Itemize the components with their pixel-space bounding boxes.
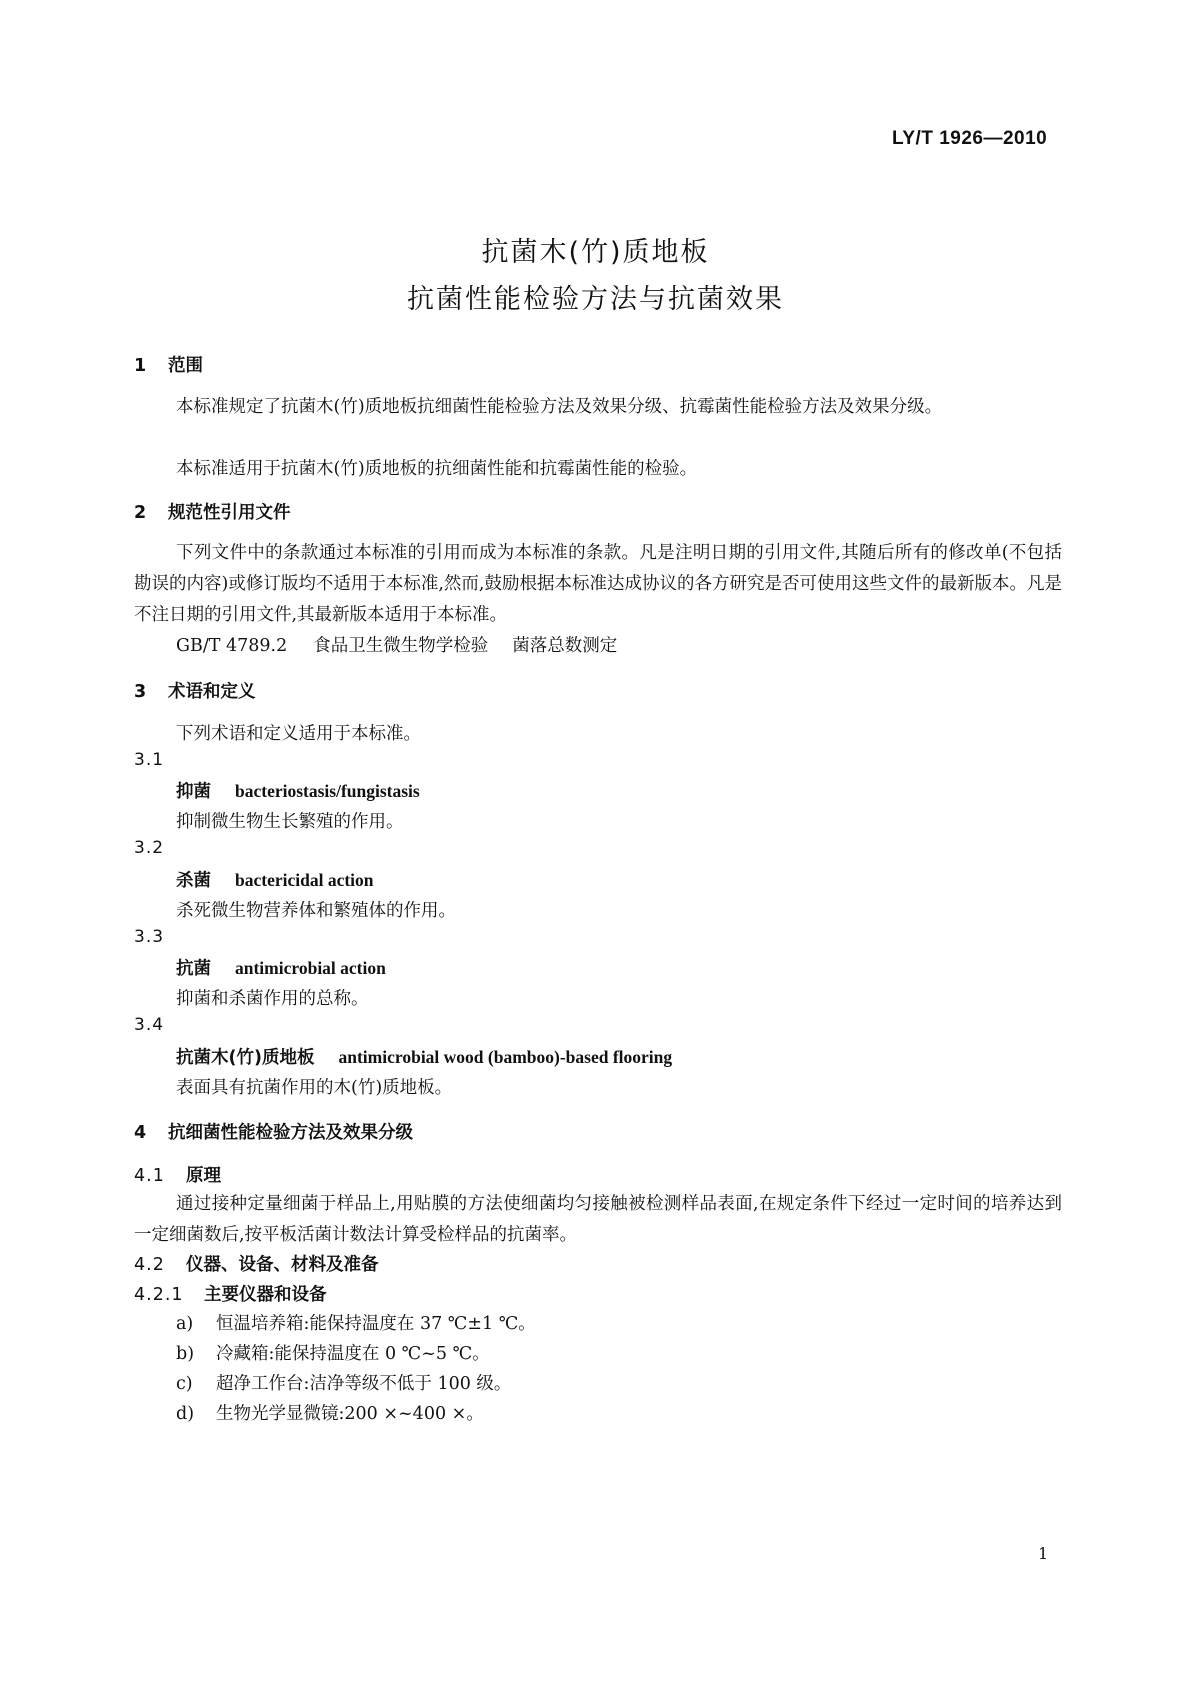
list-item-label: b) [176, 1344, 195, 1364]
section-2-paragraph: 下列文件中的条款通过本标准的引用而成为本标准的条款。凡是注明日期的引用文件,其随后所有的修改单(不包括勘误的内容)或修订版均不适用于本标准,然而,鼓励根据本标准达成协议的各方研究是否可使用这些文件的最新版本。凡是不注日期的引用文件,其最新版本适用于本标准。 [134, 543, 1062, 625]
list-item-label: a) [176, 1314, 194, 1334]
page-number: 1 [1038, 1544, 1049, 1563]
subsection-4-2-heading [134, 1251, 379, 1276]
section-2-heading [134, 499, 291, 524]
subsection-4-2-1-heading [134, 1281, 327, 1306]
term-english: antimicrobial wood (bamboo)-based flooring [338, 1047, 673, 1067]
subsection-title: 原理 [186, 1166, 221, 1186]
term-number: 3.1 [134, 750, 165, 770]
term-definition: 抑制微生物生长繁殖的作用。 [176, 812, 404, 832]
term-chinese: 抗菌 [176, 959, 211, 979]
list-item [176, 1370, 511, 1395]
term-definition: 杀死微生物营养体和繁殖体的作用。 [176, 901, 456, 921]
section-3-heading [134, 678, 256, 703]
list-item-label: d) [176, 1404, 195, 1424]
normative-reference [176, 632, 617, 657]
term-definition: 抑菌和杀菌作用的总称。 [176, 989, 369, 1009]
term-heading [176, 778, 420, 803]
subsection-number: 4.2 [134, 1255, 165, 1275]
term-english: bactericidal action [235, 870, 374, 890]
section-number: 4 [134, 1123, 147, 1143]
section-number: 3 [134, 682, 147, 702]
term-chinese: 抗菌木(竹)质地板 [176, 1048, 315, 1068]
list-item-text: 冷藏箱:能保持温度在 0 ℃~5 ℃。 [216, 1344, 490, 1364]
section-4-heading [134, 1119, 413, 1144]
section-title: 规范性引用文件 [168, 503, 291, 523]
section-1-paragraph-2: 本标准适用于抗菌木(竹)质地板的抗细菌性能和抗霉菌性能的检验。 [176, 459, 698, 479]
reference-title-part-2: 菌落总数测定 [512, 636, 618, 656]
term-english: bacteriostasis/fungistasis [235, 781, 420, 801]
list-item-text: 恒温培养箱:能保持温度在 37 ℃±1 ℃。 [216, 1314, 536, 1334]
subsection-number: 4.2.1 [134, 1285, 184, 1305]
term-heading [176, 955, 386, 980]
list-item-text: 生物光学显微镜:200 ×~400 ×。 [216, 1404, 484, 1424]
section-title: 范围 [168, 356, 203, 376]
term-chinese: 杀菌 [176, 871, 211, 891]
reference-code: GB/T 4789.2 [176, 636, 288, 656]
section-title: 术语和定义 [168, 682, 256, 702]
list-item-text: 超净工作台:洁净等级不低于 100 级。 [216, 1374, 512, 1394]
section-number: 1 [134, 356, 147, 376]
term-number: 3.4 [134, 1015, 165, 1035]
term-heading [176, 1044, 672, 1069]
subsection-title: 仪器、设备、材料及准备 [186, 1255, 379, 1275]
section-1-heading [134, 352, 203, 377]
list-item [176, 1340, 490, 1365]
section-3-intro: 下列术语和定义适用于本标准。 [176, 724, 421, 744]
term-number: 3.3 [134, 927, 165, 947]
subsection-number: 4.1 [134, 1166, 165, 1186]
term-definition: 表面具有抗菌作用的木(竹)质地板。 [176, 1078, 453, 1098]
term-heading [176, 867, 374, 892]
section-number: 2 [134, 503, 147, 523]
subsection-4-1-paragraph: 通过接种定量细菌于样品上,用贴膜的方法使细菌均匀接触被检测样品表面,在规定条件下经过一定时间的培养达到一定细菌数后,按平板活菌计数法计算受检样品的抗菌率。 [134, 1194, 1062, 1245]
term-number: 3.2 [134, 838, 165, 858]
subsection-4-1-heading [134, 1162, 221, 1187]
section-title: 抗细菌性能检验方法及效果分级 [168, 1123, 413, 1143]
reference-title-part-1: 食品卫生微生物学检验 [313, 636, 489, 656]
term-english: antimicrobial action [235, 958, 386, 978]
list-item-label: c) [176, 1374, 193, 1394]
standard-code: LY/T 1926—2010 [892, 128, 1048, 149]
title-line-1: 抗菌木(竹)质地板 [481, 237, 710, 268]
list-item [176, 1400, 484, 1425]
title-line-2: 抗菌性能检验方法与抗菌效果 [407, 284, 784, 315]
section-1-paragraph-1: 本标准规定了抗菌木(竹)质地板抗细菌性能检验方法及效果分级、抗霉菌性能检验方法及效果分级。 [176, 397, 943, 417]
subsection-title: 主要仪器和设备 [204, 1285, 327, 1305]
term-chinese: 抑菌 [176, 782, 211, 802]
list-item [176, 1310, 536, 1335]
